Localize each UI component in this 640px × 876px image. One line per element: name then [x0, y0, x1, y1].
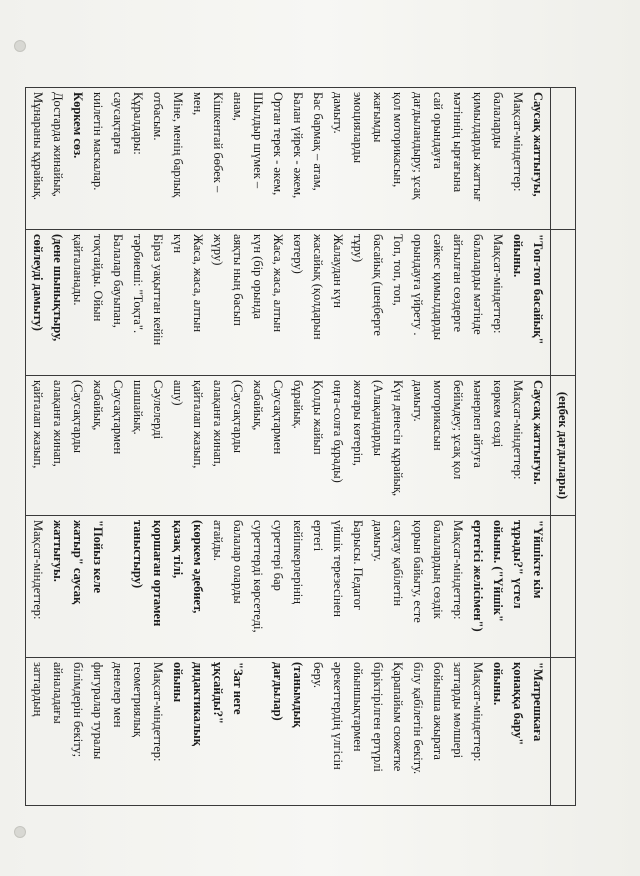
cell-text-line: Жалаудан күн: [331, 234, 345, 308]
cell-text-line: ойыны.: [511, 234, 525, 278]
cell-text-line: Сәулелерді: [151, 380, 165, 440]
cell-text-line: "Матрешкаға: [531, 662, 545, 742]
cell-text-line: балаларды мәтінде: [471, 234, 485, 335]
cell-text-line: жабайық,: [251, 380, 265, 431]
cell-text-line: балалар оларды: [231, 520, 245, 604]
cell-text-line: жоғары көтеріп,: [351, 380, 365, 466]
cell-text-line: (Саусақтарды: [71, 380, 85, 453]
cell-text-line: дағдыландыру; ұсақ: [411, 92, 425, 200]
cell-text-line: (Алақандарды: [371, 380, 385, 457]
cell-text-line: қонаққа бару": [511, 662, 525, 746]
table-row: [26, 88, 551, 806]
cell-text-line: бұрайық.: [291, 380, 305, 429]
cell-text-line: Қолды жайып: [311, 380, 325, 455]
cell-text-line: қоршаған ортамен: [151, 520, 165, 627]
cell-text-line: жабайық,: [91, 380, 105, 431]
cell-text-line: Ортан терек - әкем,: [271, 92, 285, 196]
cell-text-line: Мақсат-міндеттер:: [511, 92, 525, 192]
cell-text-line: Топ, топ, топ,: [391, 234, 405, 306]
cell-text-line: Саусақтармен: [111, 380, 125, 455]
cell-text-line: моторикасын: [431, 380, 445, 451]
cell-text-line: саусақтарға: [111, 92, 125, 155]
cell-text-line: атайды.: [211, 520, 225, 561]
cell-text-line: "Топ-топ басайық": [531, 234, 545, 345]
cell-text-line: алақанға жинап,: [211, 380, 225, 467]
cell-text-line: үйшік терезесінен: [331, 520, 345, 617]
cell-text-line: мәтіннің ырғағына: [451, 92, 465, 193]
cell-text-line: ашу): [171, 380, 185, 406]
cell-text-line: бейімдеу; ұсақ қол: [451, 380, 465, 480]
cell-text-line: ойыны. ("Үйшік": [491, 520, 505, 622]
cell-text-line: қол моторикасын,: [391, 92, 405, 188]
table-header-band: [551, 88, 576, 806]
cell-text-line: (танымдық: [291, 662, 305, 728]
cell-text-line: Балалар бауыпан,: [111, 234, 125, 328]
cell-text-line: жүру): [211, 234, 225, 266]
cell-text-line: Жаса, жаса, алтын: [191, 234, 205, 333]
cell-text-line: білімдерін бекіту;: [71, 662, 85, 758]
cell-text-line: айналадағы: [51, 662, 65, 724]
cell-text-line: орындауға үйрету .: [411, 234, 425, 336]
cell-text-line: дамыту.: [411, 380, 425, 422]
cell-text-line: Мақсат-міндеттер:: [511, 380, 525, 480]
cell-text-line: Саусақтармен: [271, 380, 285, 455]
cell-text-line: тұрады?" үстел: [511, 520, 525, 609]
cell-text-line: ертегі: [311, 520, 325, 552]
table-cell: [26, 88, 551, 230]
cell-text-line: Саусақ жаттығуы.: [531, 380, 545, 485]
cell-text-line: (дене шынықтыру,: [51, 234, 65, 342]
cell-text-line: "Зат неге: [231, 662, 245, 715]
cell-text-line: Қарапайым сюжетке: [391, 662, 405, 772]
cell-text-line: [248, 662, 268, 801]
cell-text-line: Біраз уақыттан кейін: [151, 234, 165, 346]
cell-text-line: қазақ тілі,: [171, 520, 185, 579]
cell-text-line: көтеру): [291, 234, 305, 274]
cell-text-line: заттарды мөлшері: [451, 662, 465, 759]
cell-text-line: жатыр" саусақ: [71, 520, 85, 605]
cell-text-line: Достарда жинайық,: [51, 92, 65, 197]
cell-text-line: қайталанады.: [71, 234, 85, 306]
cell-text-line: балаларды: [491, 92, 505, 149]
cell-text-line: фигуралар туралы: [91, 662, 105, 760]
cell-text-line: шашайық.: [131, 380, 145, 435]
cell-text-line: (көркем әдебиет,: [191, 520, 205, 614]
cell-text-line: Жаса, жаса, алтын: [271, 234, 285, 333]
punch-hole-top: [14, 40, 26, 52]
cell-text-line: Балан үйрек - әжем,: [291, 92, 305, 199]
cell-text-line: таныстыру): [131, 520, 145, 589]
header-cell-empty-1: [551, 88, 576, 230]
cell-text-line: Мақсат-міндеттер:: [151, 662, 165, 762]
cell-text-line: суреттерді көрсетеді,: [251, 520, 265, 633]
table-cell: [26, 230, 551, 376]
cell-text-line: отбасым.: [151, 92, 165, 141]
cell-text-line: әрекеттердің үлгісін: [331, 662, 345, 770]
header-cell-empty-5: [551, 658, 576, 806]
cell-text-line: күн: [171, 234, 185, 254]
cell-text-line: суреттері бар: [271, 520, 285, 591]
cell-text-line: Мақсат-міндеттер:: [451, 520, 465, 620]
cell-text-line: жаттығуы.: [51, 520, 65, 582]
cell-text-line: ұқсайды?": [211, 662, 225, 724]
cell-text-line: тұру): [351, 234, 365, 263]
table-cell: [26, 658, 551, 806]
cell-text-line: Шылдыр шүмек –: [251, 92, 265, 189]
rotated-table-wrapper: [31, 87, 576, 805]
cell-text-line: эмоцияларды: [351, 92, 365, 164]
cell-text-line: бойынша ажырата: [431, 662, 445, 760]
cell-text-line: біріктірілген ертүрлі: [371, 662, 385, 772]
cell-text-line: Барысы. Педагог: [351, 520, 365, 611]
cell-text-line: Кішкентай бөбек –: [211, 92, 225, 193]
cell-text-line: "Пойыз келе: [91, 520, 105, 594]
cell-text-line: тоқтайды. Ойын: [91, 234, 105, 322]
cell-text-line: қорын байыту, есте: [411, 520, 425, 623]
cell-text-line: дидактикалық: [191, 662, 205, 746]
cell-text-line: сөйлеуді дамыту): [31, 234, 45, 331]
cell-text-line: жасайық (қолдарын: [311, 234, 325, 340]
cell-text-line: алақанға жинап,: [51, 380, 65, 467]
cell-text-line: геометриялық: [131, 662, 145, 737]
cell-text-line: дағдылар): [271, 662, 285, 721]
cell-text-line: аяқты ның басып: [231, 234, 245, 326]
cell-text-line: қайталап жазып,: [31, 380, 45, 469]
cell-text-line: [108, 520, 128, 653]
cell-text-line: Бас бармақ – атам,: [311, 92, 325, 191]
cell-text-line: "Үйшікте кім: [531, 520, 545, 599]
cell-text-line: киілетін маскалар.: [91, 92, 105, 191]
table-cell: [26, 376, 551, 516]
cell-text-line: ойыншықтармен: [351, 662, 365, 752]
cell-text-line: Мақсат-міндеттер:: [471, 662, 485, 762]
cell-text-line: Мақсат-міндеттер:: [31, 520, 45, 620]
cell-text-line: Мақсат-міндеттер:: [491, 234, 505, 334]
cell-text-line: балалардың сөздік: [431, 520, 445, 619]
cell-text-line: ойыны: [171, 662, 185, 703]
cell-text-line: сақтау қабілетін: [391, 520, 405, 607]
cell-text-line: қимылдарды жаттығ: [471, 92, 485, 202]
cell-text-line: тәрбиеші: "Тоқта".: [131, 234, 145, 334]
cell-text-line: Саусақ жаттығуы,: [531, 92, 545, 197]
cell-text-line: заттардың: [31, 662, 45, 717]
cell-text-line: жағымды: [371, 92, 385, 143]
cell-text-line: дамыту.: [371, 520, 385, 562]
cell-text-line: оңға-солға бұрады): [331, 380, 345, 483]
section-paren-heading: (еңбек дағдылары): [551, 376, 576, 516]
cell-text-line: кейіпкерлерінің: [291, 520, 305, 604]
cell-text-line: сай орындауға: [431, 92, 445, 169]
cell-text-line: денелер мен: [111, 662, 125, 728]
cell-text-line: басайық (шеңберге: [371, 234, 385, 336]
cell-text-line: Құралдары:: [131, 92, 145, 155]
cell-text-line: Көркем сөз.: [71, 92, 85, 159]
cell-text-line: көркем сөзді: [491, 380, 505, 448]
cell-text-line: мәнерлеп айтуға: [471, 380, 485, 468]
cell-text-line: беру.: [311, 662, 325, 688]
header-cell-empty-4: [551, 516, 576, 658]
cell-text-line: қайталап жазып,: [191, 380, 205, 469]
cell-text-line: ертегісі желісімен"): [471, 520, 485, 632]
cell-text-line: Күн денесін құрайық,: [391, 380, 405, 497]
cell-text-line: ойыны.: [491, 662, 505, 706]
cell-text-line: Міне, менің барлық: [171, 92, 185, 198]
cell-text-line: күн (бір орында: [251, 234, 265, 320]
table-cell: [26, 516, 551, 658]
cell-text-line: дамыту.: [331, 92, 345, 134]
cell-text-line: айтылған сөздерге: [451, 234, 465, 333]
cell-text-line: мен,: [191, 92, 205, 116]
cell-text-line: (Саусақтарды: [231, 380, 245, 453]
cell-text-line: Мұнараны құрайық.: [31, 92, 45, 201]
cell-text-line: білу қабілетін бекіту.: [411, 662, 425, 775]
cell-text-line: сәйкес қимылдарды: [431, 234, 445, 341]
punch-hole-bottom: [14, 826, 26, 838]
schedule-table: [25, 87, 576, 806]
header-cell-empty-2: [551, 230, 576, 376]
cell-text-line: анам,: [231, 92, 245, 121]
